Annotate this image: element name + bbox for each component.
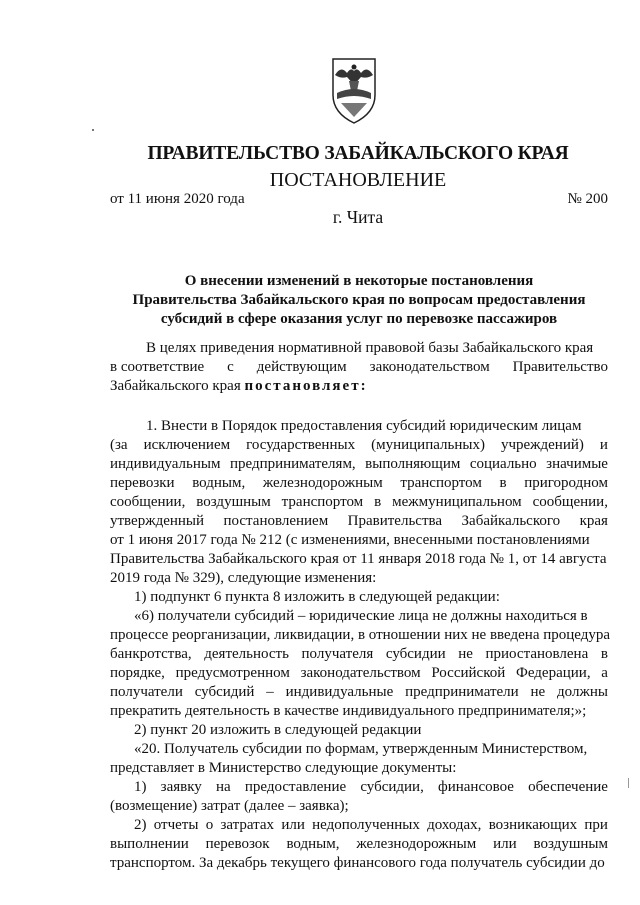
word: государственных: [246, 437, 356, 453]
word: предприниматели: [405, 684, 519, 700]
word: в: [374, 494, 382, 510]
word: значимые: [546, 456, 608, 472]
word: субсидии: [385, 646, 446, 662]
government-name: ПРАВИТЕЛЬСТВО ЗАБАЙКАЛЬСКОГО КРАЯ: [147, 143, 569, 164]
document-number: № 200: [567, 191, 608, 207]
quote-line: [110, 835, 608, 854]
word: в: [499, 475, 507, 491]
word: транспортом: [281, 494, 364, 510]
word: заявку: [160, 779, 202, 795]
word: Российской: [431, 665, 506, 681]
subitem-1: 1) подпункт 6 пункта 8 изложить в следующей редакции:: [134, 589, 500, 605]
word: обеспечение: [528, 779, 608, 795]
word: должны: [557, 684, 608, 700]
item1-line: [110, 474, 608, 493]
preamble-line-2: [110, 358, 608, 377]
word: межмуниципальном: [392, 494, 522, 510]
title-line-1: О внесении изменений в некоторые постановления: [184, 273, 534, 289]
coat-of-arms-emblem: [327, 55, 381, 125]
word: субсидий: [194, 684, 255, 700]
document-city: г. Чита: [332, 207, 384, 227]
document-title: [110, 272, 608, 329]
item1-line: 1. Внести в Порядок предоставления субсидий юридическим лицам: [146, 418, 582, 434]
word: учреждений): [500, 437, 584, 453]
word: 2): [134, 817, 147, 833]
word: утвержденный: [110, 513, 205, 529]
word: железнодорожным: [262, 475, 383, 491]
preamble-word: в соответствие: [110, 359, 205, 375]
quote-line: «20. Получатель субсидии по формам, утвержденным Министерством,: [134, 741, 588, 757]
word: доходах,: [427, 817, 482, 833]
word: банкротства,: [110, 646, 192, 662]
word: получателя: [301, 646, 374, 662]
word: субсидии,: [360, 779, 424, 795]
quote-line: [110, 664, 608, 683]
quote-line: транспортом. За декабрь текущего финансового года получатель субсидии до: [110, 855, 605, 871]
word: водным,: [192, 475, 246, 491]
word: а: [601, 665, 608, 681]
item1-line: 2019 года № 329), следующие изменения:: [110, 570, 377, 586]
word: (муниципальных): [371, 437, 485, 453]
word: порядке,: [110, 665, 165, 681]
preamble-text: Забайкальского края: [110, 378, 245, 394]
word: не: [458, 646, 473, 662]
word: получатели: [110, 684, 183, 700]
quote-line: «6) получатели субсидий – юридические лица не должны находиться в: [134, 608, 588, 624]
quote-line: процессе реорганизации, ликвидации, в отношении них не введена процедура: [110, 627, 611, 643]
word: недополученных: [312, 817, 420, 833]
item1-line: от 1 июня 2017 года № 212 (с изменениями, внесенными постановлениями: [110, 532, 590, 548]
word: сообщении,: [110, 494, 186, 510]
word: (за: [110, 437, 128, 453]
word: железнодорожным: [356, 836, 477, 852]
preamble-line-1: В целях приведения нормативной правовой базы Забайкальского края: [146, 340, 594, 356]
word: или: [493, 836, 517, 852]
quote-line: прекратить деятельность в качестве индивидуального предпринимателя;»;: [110, 703, 587, 719]
preamble-word: законодательством: [369, 359, 490, 375]
word: о: [205, 817, 214, 833]
quote-line: [110, 816, 608, 835]
word: водным,: [286, 836, 340, 852]
word: 1): [134, 779, 147, 795]
word: на: [215, 779, 231, 795]
title-line-2: Правительства Забайкальского края по вопросам предоставления: [132, 292, 586, 308]
word: отчеты: [153, 817, 199, 833]
scan-edge-mark: [628, 778, 629, 788]
preamble-word: Правительство: [512, 359, 608, 375]
quote-line: [110, 645, 608, 664]
word: выполняющим: [365, 456, 461, 472]
word: воздушным: [533, 836, 608, 852]
word: законодательством: [300, 665, 421, 681]
item-1-paragraph: [110, 417, 611, 873]
quote-line: (возмещение) затрат (далее – заявка);: [110, 798, 349, 814]
word: выполнении: [110, 836, 189, 852]
word: предусмотренном: [175, 665, 290, 681]
word: затратах: [220, 817, 275, 833]
word: приостановлена: [485, 646, 589, 662]
word: перевозок: [205, 836, 270, 852]
item1-line: [110, 493, 608, 512]
word: сообщении,: [532, 494, 608, 510]
word: при: [584, 817, 608, 833]
word: предпринимателям,: [229, 456, 356, 472]
word: не: [530, 684, 546, 700]
word: –: [266, 684, 274, 700]
word: перевозки: [110, 475, 175, 491]
word: исключением: [143, 437, 231, 453]
word: Федерации,: [515, 665, 591, 681]
word: социально: [469, 456, 537, 472]
word: пригородном: [524, 475, 608, 491]
preamble-paragraph: [110, 339, 608, 396]
subitem-2: 2) пункт 20 изложить в следующей редакции: [134, 722, 422, 738]
item1-line: [110, 455, 608, 474]
word: Правительства: [347, 513, 443, 529]
word: воздушным: [196, 494, 271, 510]
word: или: [281, 817, 305, 833]
word: и: [599, 437, 608, 453]
item1-line: [110, 512, 608, 531]
quote-line: [110, 778, 608, 797]
word: края: [579, 513, 608, 529]
word: постановлением: [223, 513, 329, 529]
word: индивидуальным: [110, 456, 221, 472]
item1-line: Правительства Забайкальского края от 11 января 2018 года № 1, от 14 августа: [110, 551, 607, 567]
word: в: [600, 646, 608, 662]
preamble-word: действующим: [256, 359, 347, 375]
word: предоставление: [244, 779, 347, 795]
resolution-keyword: постановляет:: [244, 378, 368, 394]
preamble-word: с: [227, 359, 234, 375]
document-date: от 11 июня 2020 года: [110, 191, 245, 207]
word: транспортом: [400, 475, 482, 491]
document-type: ПОСТАНОВЛЕНИЕ: [269, 169, 447, 191]
item1-line: [110, 436, 608, 455]
quote-line: представляет в Министерство следующие документы:: [110, 760, 457, 776]
word: финансовое: [438, 779, 514, 795]
quote-line: [110, 683, 608, 702]
word: деятельность: [204, 646, 289, 662]
scan-speck: [92, 129, 94, 131]
word: возникающих: [488, 817, 578, 833]
word: индивидуальные: [285, 684, 394, 700]
title-line-3: субсидий в сфере оказания услуг по перевозке пассажиров: [160, 311, 558, 327]
word: Забайкальского: [461, 513, 561, 529]
preamble-line-3: [110, 377, 608, 396]
